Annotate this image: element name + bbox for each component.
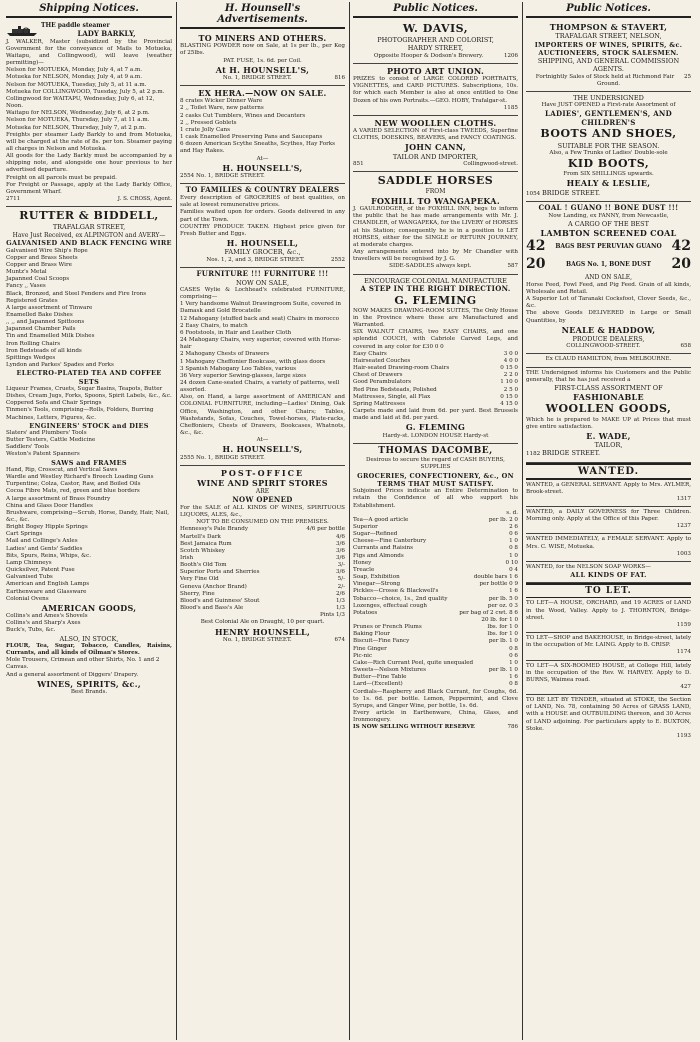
price-row — [180, 534, 345, 541]
price-value: 2 6 — [509, 523, 518, 530]
column-public-notices-2 — [522, 2, 694, 1040]
list-item: Iron Rolling Chairs — [6, 340, 61, 347]
price-item: Red Pine Bedsteads, Polished — [353, 386, 437, 393]
price-item: Good Perambulators — [353, 379, 412, 386]
price-value: per bag of 2 cwt. 8 6 — [459, 609, 518, 616]
list-item: 36 Very superior Sewing-glasses, large sizes — [180, 372, 307, 379]
price-item: Tobacco—choice, 1s., 2nd quality — [353, 595, 448, 602]
ad-families: TO FAMILIES & COUNTRY DEALERS Every description of GROCERIES of best qualities, on sale at lowest remunerative prices. Families waited upon for orders. Goods delivered in any part of the Town. COUNTRY PRODUCE TAKEN. Highest price given for Fresh Butter and Eggs. H. HOUNSELL, FAMILY GROCER, &c., 2552 Nos. 1, 2, and 3, BRIDGE STREET. — [180, 184, 345, 268]
price-value: 3/- — [337, 562, 345, 569]
price-row — [353, 653, 518, 660]
price-value: Pints 1/3 — [319, 612, 345, 619]
price-row — [353, 603, 518, 610]
price-value: 0 6 — [509, 652, 518, 659]
ad-rutter-biddell: RUTTER & BIDDELL, TRAFALGAR STREET, Have Just Received, ex ALPINGTON and AVERY— GALVANISED AND BLACK FENCING WIRE Galvanised Wire Ship's Rope Copper and Brass Sheets Copper and Brass Wire Muntz's Metal Japanned Coal Scoops Fancy ,, Vases Black, Bronzed, and Steel Fenders and Fire Irons Registered Grates A large assortment of Tinware Enamelled Bake Dishes ,, ,, and Japanned Spittoons Japanned Chamber Pails Tin and Enamelled Milk Dishes Iron Rolling Chairs Iron Bedsteads of all kinds Spittings Wedges Lyndon and Parkes' Spades and Forks ELECTRO-PLATED TEA AND COFFEE SETS Liqueur Frames, Cruets, Sugar Basins, Teapots, Butter Dishes, Cream Jugs, Forks, Spoons, Spirit Labels, &c., &c. Coppered Sofa and Chair Springs Tinmen's Tools, comprising—Rolls, Folders, Burring Machines, Letters, Figures, &c. ENGINEERS' STOCK and DIES Slaters' and Plumbers' Tools Butter Testers, Cattle Medicine Saddlers' Tools Weston's Patent Spanners SAWS and FRAMES Hand, Rip, Crosscut, and Vertical Saws Wardle and Westley Richard's Breech Loading Guns Turpentine; Colza, Castor, Raw, and Boiled Oils Cocoa Fibre Mats, red, green and blue borders A large assortment of Brass Foundry China and Glass Door Handles Brushware, comprising—Scrub, Horse, Dandy, Hair, Nail, &c., &c. Bright Bogey Hipple Springs Cart Springs Mail and Collinge's Axles Ladies' and Gents' Saddles Bits, Spurs, Reins, Whips, &c. Lamp Chimneys Quicksilver, Patent Fuse Galvanised Tubs American and English Lamps Earthenware and Glassware Colonial Ovens AMERICAN GOODS, Collins's and Ames's Shovels Collins's and Sharp's Axes Buck's, Tubs, &c. ALSO, IN STOCK, FLOUR, Tea, Sugar, Tobacco, Candles, Raisins, Currants, and all kinds of Oilman's Stores. Mole Trousers, Crimean and other Shirts, No. 1 and 2 Canvas. And a general assortment of Diggers' Drapery. WINES, SPIRITS, &c., Best Brands. — [6, 209, 172, 695]
ad-coal-guano: COAL ! GUANO !! BONE DUST !!! Now Landing, ex FANNY, from Newcastle, A CARGO OF THE BEST LAMBTON SCREENED COAL 42 BAGS BEST PERUVIAN GUANO 42 20 BAGS No. 1, BONE DUST 20 AND ON SALE, Horse Feed, Fowl Feed, and Pig Feed. Grain of all kinds, Wholesale and Retail. A Superior Lot of Taranaki Cocksfoot, Clover Seeds, &c., &c. The above Goods DELIVERED in Large or Small Quantities, by NEALE & HADDOW, PRODUCE DEALERS, 658 COLLINGWOOD-STREET. — [526, 202, 691, 355]
list-item: Spittings Wedges — [6, 354, 56, 361]
column-header: Public Notices. — [353, 2, 518, 18]
list-item: 8 crates Wicker Dinner Ware — [180, 98, 263, 105]
price-item: Fine Ginger — [353, 645, 387, 652]
list-item: Japanned Coal Scoops — [6, 276, 70, 283]
ad-furniture: FURNITURE !!! FURNITURE !!! NOW ON SALE, CASES Wylie & Lochhead's celebrated FURNITURE, comprising— 1 Very handsome Walnut Drawingroom Suite, covered in Damask and Gold Brocatelle 12 Mahogany (stuffed back and seat) Chairs in morocco 2 Easy Chairs, to match 6 Footstools, in Hair and Leather Cloth 24 Mahogany Chairs, very superior, covered with Horse-hair 2 Mahogany Chests of Drawers 1 Mahogany Cheffonier Bookcase, with glass doors 3 Spanish Mahogany Loo Tables, various 36 Very superior Sewing-glasses, large sizes 24 dozen Cane-seated Chairs, a variety of patterns, well assorted. Also, on Hand, a large assortment of AMERICAN and COLONIAL FURNITURE, including—Ladies' Dining, Oak Office, Washington, and other Chairs; Tables, Washstands, Sofas, Couches, Towel-horses, Plate-racks, Cheffoniers, Chests of Drawers, Bookcases, Whatnots, &c., &c. At— H. HOUNSELL'S, 2555 No. 1, BRIDGE STREET. — [180, 268, 345, 466]
price-row — [353, 538, 518, 545]
price-row — [180, 605, 345, 612]
list-item: Wardle and Westley Richard's Breech Loading Guns — [6, 474, 154, 481]
price-item: Pickles—Crosse & Blackwell's — [353, 588, 439, 595]
price-item: Treacle — [353, 566, 375, 573]
list-item: Enamelled Bake Dishes — [6, 312, 73, 318]
price-item: Spring Mattresses — [353, 400, 406, 407]
ad-wanted-3: WANTED IMMEDIATELY, a FEMALE SERVANT. Apply to Mrs. C. WISE, Motueka. 1003 — [526, 534, 691, 561]
to-let-header: TO LET. — [526, 583, 691, 598]
list-item: Quicksilver, Patent Fuse — [6, 567, 75, 574]
wine-price-list — [180, 526, 345, 619]
list-item: Bright Bogey Hipple Springs — [6, 524, 88, 531]
price-item: Hairseated Couches — [353, 357, 411, 364]
list-item: Mole Trousers, Crimean and other Shirts, No. 1 and 2 Canvas. — [6, 657, 160, 671]
ad-post-office: POST-OFFICE WINE AND SPIRIT STORES ARE NOW OPENED For the SALE of ALL KINDS OF WINES, SPIRITUOUS LIQUORS, ALES, &c., NOT TO BE CONSUMED ON THE PREMISES. Hennessy's Pale Brandy 4/6 per bottle Martell's Dark 4/6 Best Jamaica Rum 3/6 Scotch Whiskey 3/6 Irish 3/6 Booth's Old Tom 3/- Superior Ports and Sherries 3/6 Very Fine Old 5/- Geneva (Anchor Brand) 2/- Sherry, Fine 2/6 Blood's and Guinness' Stout 1/3 Blood's and Bass's Ale 1/3 Pints 1/3 Best Colonial Ale on Draught, 10 per quart. HENRY HOUNSELL, 674 No. 1, BRIDGE STREET. — [180, 467, 345, 643]
price-row — [353, 394, 518, 401]
list-item: Cocoa Fibre Mats, red, green and blue borders — [6, 488, 140, 495]
list-item: Tinmen's Tools, comprising—Rolls, Folders, Burring Machines, Letters, Figures, &c. — [6, 407, 154, 421]
column-header: Shipping Notices. — [6, 2, 172, 18]
list-item: 12 Mahogany (stuffed back and seat) Chairs in morocco — [180, 315, 340, 322]
price-value: 2 2 0 — [503, 372, 518, 379]
list-item: American and English Lamps — [6, 581, 90, 588]
price-row — [180, 569, 345, 576]
price-value: 1 6 — [509, 588, 518, 595]
price-value: per oz. 0 3 — [487, 602, 518, 609]
ad-thompson-stavert: THOMPSON & STAVERT, TRAFALGAR STREET, NELSON, IMPORTERS OF WINES, SPIRITS, &c. AUCTIONEERS, STOCK SALESMEN. SHIPPING, AND GENERAL COMMISSION AGENTS. 25 Fortnightly Sales of Stock held at Richmond Fair Ground. — [526, 20, 691, 92]
price-value: lbs. for 1 0 — [487, 624, 518, 631]
price-value: 0 8 — [509, 681, 518, 688]
price-item: Booth's Old Tom — [180, 562, 227, 569]
list-item: Coppered Sofa and Chair Springs — [6, 400, 102, 407]
price-value: 0 4 — [509, 566, 518, 573]
list-item: 24 dozen Cane-seated Chairs, a variety of patterns, well assorted. — [180, 380, 340, 394]
rutter-list-2 — [6, 386, 172, 422]
ad-wade: THE Undersigned informs his Customers and the Public generally, that he has just received a FIRST-CLASS ASSORTMENT OF FASHIONABLE WOOLLEN GOODS, Which he is prepared to MAKE UP at Prices that must give entire satisfaction. E. WADE, TAILOR, 1182 BRIDGE STREET. — [526, 368, 691, 463]
price-value: 1 0 — [509, 659, 518, 666]
list-item: Butter Testers, Cattle Medicine — [6, 437, 96, 444]
price-value: 2/- — [337, 583, 345, 590]
price-row — [353, 358, 518, 365]
price-value: per lb. 2 0 — [488, 516, 518, 523]
price-item: Butter—Fine Table — [353, 674, 407, 681]
list-item: Collins's and Ames's Shovels — [6, 613, 88, 620]
price-value: 1 0 — [509, 552, 518, 559]
price-value: 1/3 — [335, 605, 345, 612]
ad-wanted-2: WANTED, a DAILY GOVERNESS for Three Children. Morning only. Apply at the Office of this Paper. 1237 — [526, 507, 691, 534]
price-value: 20 lb. for 1 0 — [481, 617, 518, 624]
price-row — [353, 553, 518, 560]
price-value: 3/6 — [335, 569, 345, 576]
list-item: Turpentine; Colza, Castor, Raw, and Boiled Oils — [6, 481, 141, 488]
price-value: 4 15 0 — [500, 400, 518, 407]
price-row — [353, 372, 518, 379]
price-row — [180, 548, 345, 555]
price-row — [353, 387, 518, 394]
list-item: 1 crate Jolly Cans — [180, 126, 231, 133]
ad-fleming: ENCOURAGE COLONIAL MANUFACTURE A STEP IN THE RIGHT DIRECTION. G. FLEMING NOW MAKES DRAWING-ROOM SUITES, The Only House in the Province where these are Manufactured and Warranted. SIX WALNUT CHAIRS, two EASY CHAIRS, and one splendid COUCH, with Cabriole Carved Legs, and covered in any color for £30 0 0 Easy Chairs 3 0 0 Hairseated Couches 4 0 0 Hair-seated Drawing-room Chairs 0 15 0 Chest of Drawers 2 2 0 Good Perambulators 1 10 0 Red Pine Bedsteads, Polished 2 5 0 Mattresses, Single, all Flax 0 15 0 Spring Mattresses 4 15 0 Carpets made and laid from 6d. per yard. Best Brussels made and laid at 8d. per yard. G. FLEMING Hardy-st. LONDON HOUSE Hardy-st — [353, 275, 518, 444]
price-value: 0 15 0 — [500, 393, 518, 400]
price-row — [353, 624, 518, 631]
price-row — [353, 524, 518, 531]
ad-dacombe: THOMAS DACOMBE, Desirous to secure the regard of CASH BUYERS, SUPPLIES GROCERIES, CONFECTIONERY, &c., ON TERMS THAT MUST SATISFY. Subjoined Prices indicate an Entire Determination to retain the Confidence of all who support his Establishment. s. d. Tea—A good article per lb. 2 0 Superior 2 6 Sugar—Refined 0 6 Cheese—Fine Canterbury 1 0 Currants and Raisins 0 8 Figs and Almonds 1 0 Honey 0 10 Treacle 0 4 Soap, Exhibition double bars 1 6 Vinegar—Strong per bottle 0 9 Pickles—Crosse & Blackwell's 1 6 Tobacco—choice, 1s., 2nd quality per lb. 5 0 Lozenges, effectual cough per oz. 0 3 Potatoes per bag of 2 cwt. 8 6 20 lb. for 1 0 Prunes or French Plums lbs. for 1 0 Baking Flour lbs. for 1 0 Biscuit—Fine Fancy per lb. 1 0 Fine Ginger 0 8 Pic-nic 0 6 Cake—Rich Currant Peel, quite unequaled 1 0 Sweets—Nelson Mixtures per lb. 1 0 Butter—Fine Table 1 6 Lard—(Excellent) 0 8 Cordials—Raspberry and Black Currant, for Coughs, 6d. to 1s. 6d. per bottle. Lemon, Peppermint, and Clove Syrups, and Ginger Wine, per bottle, 1s. 6d. Every article in Earthenware, China, Glass, and Ironmongery. 786 IS NOW SELLING WITHOUT RESERVE — [353, 445, 518, 731]
price-row — [353, 646, 518, 653]
list-item: Ladies' and Gents' Saddles — [6, 545, 83, 552]
price-value: 5/- — [337, 576, 345, 583]
ad-wanted-1: WANTED, a GENERAL SERVANT. Apply to Mrs. AYLMER, Brook-street. 1317 — [526, 480, 691, 507]
price-row — [180, 598, 345, 605]
ad-lady-barkly: THE paddle steamer LADY BARKLY, J. WALKER, Master (subsidized by the Provincial Government for the conveyance of Mails to Motueka, Waitapu, and Collingwood), will leave (weather permitting)— Nelson for MOTUEKA, Monday, July 4, at 7 a.m. Motueka for NELSON, Monday, July 4, at 9 a.m. Nelson for MOTUEKA, Tuesday, July 5, at 11 a.m. Motueka for COLLINGWOOD, Tuesday, July 5, at 2 p.m. Collingwood for WAITAPU, Wednesday, July 6, at 12, Noon. Waitapu for NELSON, Wednesday, July 6, at 2 p.m. Nelson for MOTUEKA, Thursday, July 7, at 11 a.m. Motueka for NELSON, Thursday, July 7, at 2 p.m. Freights per steamer Lady Barkly to and from Motueka, will be charged at the rate of 8s. per ton. Steamer paying all charges in Nelson and Motueka. All goods for the Lady Barkly must be accompanied by a shipping note, and alongside one hour previous to her advertised departure. Freight on all parcels must be prepaid. For Freight or Passage, apply at the Lady Barkly Office, Government Wharf. J. S. CROSS, Agent. 2711 — [6, 20, 172, 207]
list-item: Tin and Enamelled Milk Dishes — [6, 333, 95, 340]
list-item: 6 dozen American Scythe Sneaths, Scythes, Hay Forks and Hay Rakes. — [180, 141, 336, 155]
price-item: Blood's and Guinness' Stout — [180, 597, 260, 604]
price-item: Blood's and Bass's Ale — [180, 605, 244, 612]
price-item: Chest of Drawers — [353, 372, 403, 379]
list-item: Iron Bedsteads of all kinds — [6, 347, 82, 354]
ad-davis: W. DAVIS, PHOTOGRAPHER AND COLORIST, HARDY STREET, 1206 Opposite Hooper & Dodson's Brewery. — [353, 20, 518, 64]
price-item: Sherry, Fine — [180, 590, 215, 597]
list-item: Fancy ,, Vases — [6, 283, 46, 290]
ad-healy-leslie: THE UNDERSIGNED Have JUST OPENED a First-rate Assortment of LADIES', GENTLEMEN'S, AND CHILDREN'S BOOTS AND SHOES, SUITABLE FOR THE SEASON. Also, a Few Trunks of Ladies' Double-sole KID BOOTS, From SIX SHILLINGS upwards. HEALY & LESLIE, 1054 BRIDGE STREET. — [526, 92, 691, 202]
price-item: Vinegar—Strong — [353, 581, 401, 588]
list-item: Collins's and Sharp's Axes — [6, 620, 81, 627]
price-item: Superior Ports and Sherries — [180, 569, 260, 576]
price-row — [353, 596, 518, 603]
price-value: per lb. 1 0 — [488, 638, 518, 645]
price-value: 1 6 — [509, 674, 518, 681]
price-item: Tea—A good article — [353, 516, 409, 523]
list-item: Cart Springs — [6, 531, 43, 538]
steamer-icon — [6, 23, 38, 37]
ad-saddle-horses: SADDLE HORSES FROM FOXHILL TO WANGAPEKA. J. GAULRODGER, of the FOXHILL INN, begs to inform the public that he has made arrangements with Mr. J. CHANDLER, of WANGAPEKA, for the LIVERY of HORSES at his Station; consequently he is in a position to LET HORSES, either for the SINGLE or RETURN JOURNEY, at moderate charges. Any arrangements entered into by Mr Chandler with travellers will be recognised by J. G. 587 SIDE-SADDLES always kept. — [353, 172, 518, 274]
price-row — [353, 560, 518, 567]
price-value: 3/6 — [335, 547, 345, 554]
list-item: And a general assortment of Diggers' Drapery. — [6, 671, 139, 678]
price-row — [180, 576, 345, 583]
price-row — [353, 531, 518, 538]
rutter-list-5 — [6, 613, 172, 634]
list-item: Weston's Patent Spanners — [6, 451, 80, 458]
price-row — [353, 379, 518, 386]
price-value: 3/6 — [335, 555, 345, 561]
wanted-header: WANTED. — [526, 463, 691, 480]
price-row — [180, 584, 345, 591]
furniture-price-list — [353, 351, 518, 408]
column-hounsell — [176, 2, 348, 1040]
price-item: Hair-seated Drawing-room Chairs — [353, 365, 450, 372]
price-row — [180, 526, 345, 533]
price-value: 0 8 — [509, 645, 518, 652]
price-item: Geneva (Anchor Brand) — [180, 583, 247, 590]
price-value: per lb. 5 0 — [488, 595, 518, 602]
list-item: 2 casks Cut Tumblers, Wines and Decanters — [180, 112, 306, 119]
guano-line: 42 BAGS BEST PERUVIAN GUANO 42 — [526, 238, 691, 255]
price-item: Irish — [180, 555, 194, 561]
price-item: Lard—(Excellent) — [353, 681, 403, 688]
list-item: Registered Grates — [6, 297, 58, 304]
list-item: 2 Easy Chairs, to match — [180, 322, 248, 329]
column-public-notices-1 — [349, 2, 521, 1040]
list-item: Copper and Brass Sheets — [6, 254, 78, 261]
list-item: Japanned Chamber Pails — [6, 326, 76, 333]
list-item: 2 Mahogany Chests of Drawers — [180, 351, 270, 358]
price-item: Very Fine Old — [180, 576, 219, 583]
price-value: per lb. 1 0 — [488, 667, 518, 674]
column-header: Public Notices. — [526, 2, 691, 18]
price-row — [353, 638, 518, 645]
list-item: ,, ,, and Japanned Spittoons — [6, 319, 85, 326]
rutter-list-1 — [6, 248, 172, 370]
list-item: Mail and Collinge's Axles — [6, 538, 78, 545]
price-value: 0 8 — [509, 545, 518, 552]
rutter-list-3 — [6, 430, 172, 459]
price-item: Martell's Dark — [180, 533, 221, 540]
price-row — [180, 541, 345, 548]
ad-miners: TO MINERS AND OTHERS. BLASTING POWDER now on Sale, at 1s per lb., per Keg of 25lbs. PAT. FUSE, 1s. 6d. per Coil. At H. HOUNSELL'S, 816 No. 1, BRIDGE STREET. — [180, 31, 345, 86]
ad-ex-hera: EX HERA.—NOW ON SALE. 8 crates Wicker Dinner Ware 2 ,, Toilet Ware, new patterns 2 casks Cut Tumblers, Wines and Decanters 2 ,, Pressed Goblets 1 crate Jolly Cans 1 cask Enamelled Preserving Pans and Saucepans 6 dozen American Scythe Sneaths, Scythes, Hay Forks and Hay Rakes. At— H. HOUNSELL'S, 2554 No. 1, BRIDGE STREET. — [180, 86, 345, 184]
column-shipping — [3, 2, 175, 1040]
price-item: Baking Flour — [353, 631, 390, 638]
price-item: Sweets—Nelson Mixtures — [353, 667, 426, 674]
list-item: Galvanised Wire Ship's Rope — [6, 247, 88, 254]
price-value: 4/6 per bottle — [306, 526, 345, 533]
price-row — [353, 401, 518, 408]
price-item: Easy Chairs — [353, 350, 387, 357]
price-item: Best Jamaica Rum — [180, 540, 232, 547]
price-item: Hennessy's Pale Brandy — [180, 526, 248, 533]
price-item: Mattresses, Single, all Flax — [353, 393, 431, 400]
list-item: Bits, Spurs, Reins, Whips, &c. — [6, 552, 92, 559]
column-header: H. Hounsell's Advertisements. — [180, 2, 345, 29]
list-item: Lyndon and Parkes' Spades and Forks — [6, 362, 114, 369]
price-value: per bottle 0 9 — [479, 581, 518, 588]
price-item: Pic-nic — [353, 652, 373, 659]
price-row — [353, 567, 518, 574]
list-item: Black, Bronzed, and Steel Fenders and Fire Irons — [6, 290, 147, 297]
ad-photo-art: PHOTO ART UNION. PRIZES to consist of LARGE COLORED PORTRAITS, VIGNETTES, and CARD PICTURES. Subscriptions, 10s. for which each Member is also at once entitled to One Dozen of his own Portraits.—GEO. HOBY, Trafalgar-st. 1185 — [353, 64, 518, 116]
bone-dust-line: 20 BAGS No. 1, BONE DUST 20 — [526, 256, 691, 273]
price-value: 3 0 0 — [503, 350, 518, 357]
list-item: A large assortment of Tinware — [6, 304, 93, 311]
rutter-list-4 — [6, 467, 172, 603]
list-item: Hand, Rip, Crosscut, and Vertical Saws — [6, 466, 118, 473]
list-item: 3 Spanish Mahogany Loo Tables, various — [180, 365, 296, 372]
price-item: Prunes or French Plums — [353, 624, 422, 631]
list-item: Saddlers' Tools — [6, 444, 49, 451]
price-value: 4/6 — [335, 533, 345, 540]
price-value: 4 0 0 — [503, 357, 518, 364]
price-item: Honey — [353, 559, 372, 566]
ad-to-let-4: TO BE LET BY TENDER, situated at STOKE, the Section of LAND, No. 78, containing 50 Acres of GRASS LAND, with a HOUSE and OUTBUILDING thereon, and 30 Acres of LAND adjoining. For particulars apply to E. BUXTON, Stoke. 1193 — [526, 697, 691, 739]
price-row — [353, 617, 518, 624]
price-value: 1 10 0 — [500, 379, 518, 386]
list-item: Galvanised Tubs — [6, 574, 53, 581]
list-item: 24 Mahogany Chairs, very superior, covered with Horse-hair — [180, 337, 341, 351]
ad-wanted-4: WANTED, for the NELSON SOAP WORKS— ALL KINDS OF FAT. — [526, 562, 691, 583]
ad-to-let-3: TO LET—A SIX-ROOMED HOUSE, at College Hill, lately in the occupation of the Rev. W. HARVEY. Apply to D. BURNS, Waimea road. 427 — [526, 661, 691, 696]
price-value: 0 10 — [505, 559, 518, 566]
list-item: 1 cask Enamelled Preserving Pans and Saucepans — [180, 134, 323, 141]
price-row — [180, 591, 345, 598]
list-item: 1 Mahogany Cheffonier Bookcase, with glass doors — [180, 358, 326, 365]
price-item: Currants and Raisins — [353, 545, 413, 552]
price-value: double bars 1 6 — [473, 574, 518, 581]
list-item: Liqueur Frames, Cruets, Sugar Basins, Teapots, Butter Dishes, Cream Jugs, Forks, Spoons, Spirit Labels, &c., &c. — [6, 385, 172, 400]
price-row — [353, 610, 518, 617]
rutter-list-6 — [6, 657, 172, 678]
list-item: 2 ,, Toilet Ware, new patterns — [180, 105, 264, 112]
price-item: Soap, Exhibition — [353, 574, 400, 581]
price-row — [353, 660, 518, 667]
hera-list — [180, 98, 345, 155]
price-row — [353, 581, 518, 588]
price-row — [353, 351, 518, 358]
price-row — [180, 562, 345, 569]
price-value: 1 0 — [509, 538, 518, 545]
list-item: Buck's, Tubs, &c. — [6, 627, 56, 634]
price-item: Lozenges, effectual cough — [353, 602, 428, 609]
price-row — [353, 574, 518, 581]
price-item: Potatoes — [353, 609, 378, 616]
price-value: 2/6 — [335, 590, 345, 597]
list-item: Copper and Brass Wire — [6, 261, 72, 268]
list-item: 6 Footstools, in Hair and Leather Cloth — [180, 329, 292, 336]
price-value: 3/6 — [335, 540, 345, 547]
ad-claud-hamilton: Ex CLAUD HAMILTON, from MELBOURNE. — [526, 354, 691, 367]
list-item: China and Glass Door Handles — [6, 502, 93, 509]
price-row — [353, 545, 518, 552]
list-item: Slaters' and Plumbers' Tools — [6, 429, 87, 436]
price-item: Biscuit—Fine Fancy — [353, 638, 410, 645]
price-value: 1/3 — [335, 597, 345, 604]
list-item: 1 Very handsome Walnut Drawingroom Suite, covered in Damask and Gold Brocatelle — [180, 301, 341, 315]
ad-to-let-1: TO LET—A HOUSE, ORCHARD, and 19 ACRES of LAND in the Wood, Valley. Apply to J. THORNTON, Bridge-street. 1159 — [526, 598, 691, 633]
price-value: 0 6 — [509, 531, 518, 538]
price-row — [353, 588, 518, 595]
price-item: Superior — [353, 523, 378, 530]
price-value: 2 5 0 — [503, 386, 518, 393]
price-item: Figs and Almonds — [353, 552, 404, 559]
price-item: Scotch Whiskey — [180, 547, 225, 554]
list-item: A large assortment of Brass Foundry — [6, 495, 111, 502]
furniture-list — [180, 301, 345, 394]
price-row — [180, 612, 345, 619]
ad-to-let-2: TO LET—SHOP and BAKEHOUSE, in Bridge-street, lately in the occupation of Mr. LAING. Apply to B. CRISP. 1174 — [526, 633, 691, 660]
ad-woollen-cloths: NEW WOOLLEN CLOTHS. A VARIED SELECTION of First-class TWEEDS, Superfine CLOTHS, DOESKINS, BEAVERS, and FANCY COATINGS. JOHN CANN, TAILOR AND IMPORTER, Collingwood-street. 851 — [353, 116, 518, 172]
price-row — [353, 631, 518, 638]
list-item: Lamp Chimneys — [6, 559, 52, 566]
price-row — [353, 667, 518, 674]
price-value: 0 15 0 — [500, 365, 518, 372]
list-item: Colonial Ovens — [6, 595, 49, 602]
list-item: Muntz's Metal — [6, 269, 47, 276]
price-row — [353, 517, 518, 524]
price-item: Sugar—Refined — [353, 531, 398, 538]
price-row — [180, 555, 345, 562]
price-row — [353, 365, 518, 372]
list-item: 2 ,, Pressed Goblets — [180, 119, 237, 126]
grocery-price-list — [353, 517, 518, 689]
list-item: Brushware, comprising—Scrub, Horse, Dandy, Hair, Nail, &c., &c. — [6, 509, 170, 523]
list-item: Earthenware and Glassware — [6, 588, 87, 595]
price-item: Cake—Rich Currant Peel, quite unequaled — [353, 659, 474, 666]
price-value: lbs. for 1 0 — [487, 631, 518, 638]
price-item: Cheese—Fine Canterbury — [353, 538, 427, 545]
price-row — [353, 681, 518, 688]
